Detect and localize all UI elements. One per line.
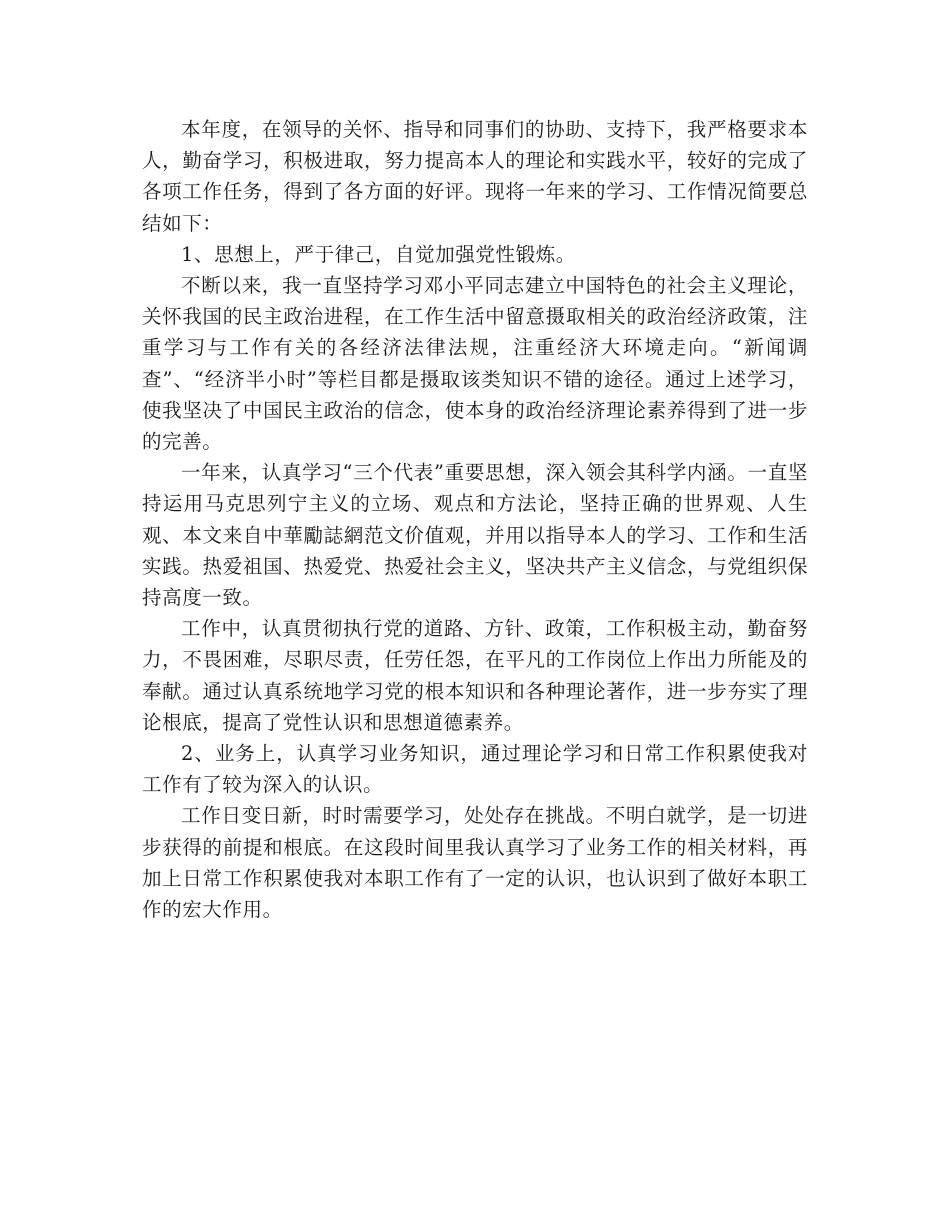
paragraph-business-study: 工作日变日新，时时需要学习，处处存在挑战。不明白就学，是一切进步获得的前提和根底。在这段时间里我认真学习了业务工作的相关材料，再加上日常工作积累使我对本职工作有了一定的认识，也认识到了做好本职工作的宏大作用。: [142, 804, 808, 922]
heading-business: 2、业务上，认真学习业务知识，通过理论学习和日常工作积累使我对工作有了较为深入的认识。: [142, 742, 808, 797]
paragraph-political-study: 不断以来，我一直坚持学习邓小平同志建立中国特色的社会主义理论，关怀我国的民主政治进程，在工作生活中留意摄取相关的政治经济政策，注重学习与工作有关的各经济法律法规，注重经济大环境走向。“新闻调查”、“经济半小时”等栏目都是摄取该类知识不错的途径。通过上述学习，使我坚决了中国民主政治的信念，使本身的政治经济理论素养得到了进一步的完善。: [142, 274, 808, 454]
document-body: [142, 114, 808, 925]
paragraph-work-attitude: 工作中，认真贯彻执行党的道路、方针、政策，工作积极主动，勤奋努力，不畏困难，尽职尽责，任劳任怨，在平凡的工作岗位上作出力所能及的奉献。通过认真系统地学习党的根本知识和各种理论著作，进一步夯实了理论根底，提高了党性认识和思想道德素养。: [142, 617, 808, 734]
paragraph-three-represents: 一年来，认真学习“三个代表”重要思想，深入领会其科学内涵。一直坚持运用马克思列宁主义的立场、观点和方法论，坚持正确的世界观、人生观、本文来自中華勵誌網范文价值观，并用以指导本人的学习、工作和生活实践。热爱祖国、热爱党、热爱社会主义，坚决共产主义信念，与党组织保持高度一致。: [142, 461, 808, 610]
heading-ideology: 1、思想上，严于律己，自觉加强党性锻炼。: [181, 242, 576, 266]
paragraph-intro: 本年度，在领导的关怀、指导和同事们的协助、支持下，我严格要求本人，勤奋学习，积极进取，努力提高本人的理论和实践水平，较好的完成了各项工作任务，得到了各方面的好评。现将一年来的学习、工作情况简要总结如下：: [142, 118, 808, 235]
